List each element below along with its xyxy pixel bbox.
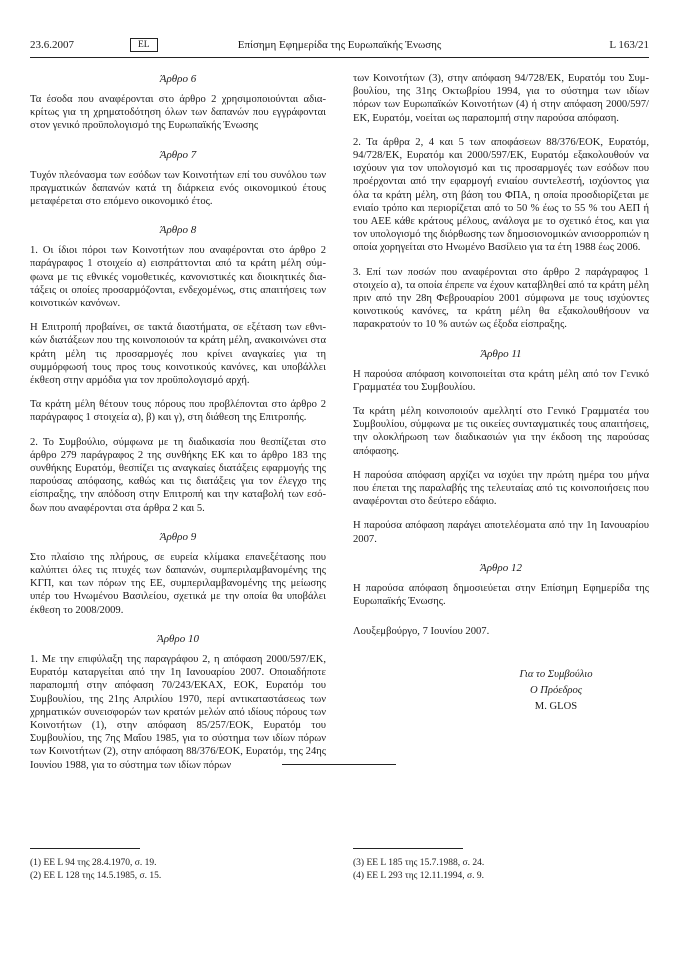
footnote-divider-left — [30, 848, 140, 849]
footnote-3: (3) ΕΕ L 185 της 15.7.1988, σ. 24. — [353, 858, 485, 868]
signature-name: M. GLOS — [534, 701, 578, 713]
right-column — [353, 72, 649, 715]
footnote-2: (2) ΕΕ L 128 της 14.5.1985, σ. 15. — [30, 871, 162, 881]
journal-title: Επίσημη Εφημερίδα της Ευρωπαϊκής Ένωσης — [237, 39, 442, 51]
article-8-title: Άρθρο 8 — [159, 224, 197, 237]
article-10-paragraph-1: 1. Με την επιφύλαξη της παραγράφου 2, η απόφαση 2000/597/ΕΚ, Ευρατόμ καταργείται από την 1η Ιανουαρίου 2007. Οποιαδήποτε παραπομπή στην απόφαση 70/243/ΕΚΑΧ, ΕΟΚ, Ευρατόμ του Συμβουλίου, της 21ης Απριλίου 1970, περί αντικαταστάσεως των χρηματικών συνεισφορών των κρατών μελών από ιδίους πόρους των Κοινοτήτων (1), στην απόφαση 85/257/ΕΟΚ, Ευρατόμ του Συμβουλίου, της 7ης Μαΐου 1985, για το σύστημα των ιδίων πόρων των Κοινοτήτων (2), στην απόφαση 88/376/ΕΟΚ, Ευρατόμ, της 24ης Ιουνίου 1988, για το σύστημα των ιδίων πόρων — [30, 653, 326, 771]
article-12-paragraph: Η παρούσα απόφαση δημοσιεύεται στην Επίσημη Εφημερίδα της Ευρωπαϊκής Ένωσης. — [353, 582, 649, 608]
article-10-paragraph-3: 3. Επί των ποσών που αναφέρονται στο άρθρο 2 παράγραφος 1 στοιχείο α), τα οποία έπρεπε να έχουν καταβληθεί από τα κράτη μέλη πριν από την 28η Φεβρουαρίου 2001 σύμφωνα με τους ισχύοντες κοινοτικούς κανόνες, τα κράτη μέλη θα εξακολουθήσουν να παρακρατούν το 10 % αυτών ως έξοδα είσπραξης. — [353, 266, 649, 331]
page-reference: L 163/21 — [609, 39, 649, 51]
page-header — [30, 37, 649, 58]
article-11-paragraph-1: Η παρούσα απόφαση κοινοποιείται στα κράτη μέλη από τον Γενικό Γραμματέα του Συμβουλίου. — [353, 368, 649, 393]
article-9-title: Άρθρο 9 — [159, 530, 197, 543]
end-divider — [282, 764, 396, 765]
footnote-divider-right — [353, 848, 463, 849]
article-7-paragraph: Τυχόν πλεόνασμα των εσόδων των Κοινοτήτων επί του συνόλου των πραγματικών δαπανών κατά τη διάρκεια ενός οικονομικού έτους μεταφέρεται στο επόμενο οικονομικό έτος. — [30, 169, 326, 208]
article-10-continuation: των Κοινοτήτων (3), στην απόφαση 94/728/ΕΚ, Ευρατόμ του Συμβουλίου, της 31ης Οκτωβρίου 1994, για το σύστημα των ιδίων πόρων των Ευρωπαϊκών Κοινοτήτων (4) ή στην απόφαση 2000/597/ΕΚ, Ευρατόμ, νοείται ως παραπομπή στην παρούσα απόφαση. — [353, 73, 649, 124]
article-10-title: Άρθρο 10 — [157, 632, 199, 645]
article-11-title: Άρθρο 11 — [480, 347, 522, 360]
signature-role: Ο Πρόεδρος — [529, 685, 583, 697]
language-badge: EL — [130, 38, 158, 52]
article-7-title: Άρθρο 7 — [159, 148, 197, 161]
article-8-paragraph-2: Η Επιτροπή προβαίνει, σε τακτά διαστήματα, σε εξέταση των εθνικών διατάξεων που της κοινοποιούν τα κράτη μέλη, ανακοινώνει στα κράτη μέλη τις προσαρμογές που κρίνει αναγκαίες για τη συμμόρφωσή τους προς τους κοινοτικούς κανόνες, και υποβάλλει έκθεση στην αρμόδια για τον προϋπολογισμό αρχή. — [30, 322, 326, 387]
article-8-paragraph-4: 2. Το Συμβούλιο, σύμφωνα με τη διαδικασία που θεσπίζεται στο άρθρο 279 παράγραφος 2 της συνθήκης ΕΚ και το άρθρο 183 της συνθήκης Ευρατόμ, θεσπίζει τις αναγκαίες διατάξεις εφαρμογής της παρούσας απόφασης, καθώς και τις διατάξεις για τον έλεγχο της είσπραξης, την απόδοση στην Επιτροπή και την καταβολή των εσόδων που αναφέρονται στα άρθρα 2 και 5. — [30, 436, 326, 514]
article-12-title: Άρθρο 12 — [480, 561, 522, 574]
article-11-paragraph-4: Η παρούσα απόφαση παράγει αποτελέσματα από την 1η Ιανουαρίου 2007. — [353, 520, 649, 545]
article-11-paragraph-2: Τα κράτη μέλη κοινοποιούν αμελλητί στο Γενικό Γραμματέα του Συμβουλίου, σύμφωνα με τις οικείες συνταγματικές τους απαιτήσεις, την ολοκλήρωση των διαδικασιών για την έκδοση της παρούσας απόφασης. — [353, 406, 649, 457]
place-and-date: Λουξεμβούργο, 7 Ιουνίου 2007. — [353, 626, 490, 638]
footnote-1: (1) ΕΕ L 94 της 28.4.1970, σ. 19. — [30, 858, 157, 868]
footnote-4: (4) ΕΕ L 293 της 12.11.1994, σ. 9. — [353, 871, 484, 881]
publication-date: 23.6.2007 — [30, 39, 74, 51]
article-6-title: Άρθρο 6 — [159, 73, 197, 85]
signature-block — [463, 667, 649, 715]
article-6-paragraph: Τα έσοδα που αναφέρονται στο άρθρο 2 χρησιμοποιούνται αδιακρίτως για τη χρηματοδότηση όλων των δαπανών που εγγράφονται στον γενικό προϋπολογισμό της Ευρωπαϊκής Ένωσης — [30, 94, 326, 132]
article-11-paragraph-3: Η παρούσα απόφαση αρχίζει να ισχύει την πρώτη ημέρα του μήνα που έπεται της παραλαβής της τελευταίας από τις κοινοποιήσεις που αναφέρονται στο δεύτερο εδάφιο. — [353, 469, 649, 508]
left-column — [30, 72, 326, 783]
article-8-paragraph-1: 1. Οι ίδιοι πόροι των Κοινοτήτων που αναφέρονται στο άρθρο 2 παράγραφος 1 στοιχείο α) εισπράττονται από τα κράτη μέλη σύμφωνα με τις εθνικές νομοθετικές, κανονιστικές και διοικητικές διατάξεις οι οποίες προσαρμόζονται, ενδεχομένως, στις απαιτήσεις των κοινοτικών κανόνων. — [30, 245, 326, 310]
article-8-paragraph-3: Τα κράτη μέλη θέτουν τους πόρους που προβλέπονται στο άρθρο 2 παράγραφος 1 στοιχεία α), β) και γ), στη διάθεση της Επιτροπής. — [30, 399, 326, 424]
article-10-paragraph-2: 2. Τα άρθρα 2, 4 και 5 των αποφάσεων 88/376/ΕΟΚ, Ευρατόμ, 94/728/ΕΚ, Ευρατόμ και 2000/597/ΕΚ, Ευρατόμ εξακολουθούν να ισχύουν για τον υπολογισμό και τις προσαρμογές των εσόδων που προέρχονται από την εφαρμογή ενιαίου συντελεστή, ισχύοντος για όλα τα κράτη μέλη, στη βάση του ΦΠΑ, η οποία προσδιορίζεται με ενιαίο τρόπο και περιορίζεται από το 50 % έως το 55 % του ΑΕΠ ή του ΑΕΕ κάθε κράτους μέλους, ανάλογα με το σχετικό έτος, και για τον υπολογισμό της διόρθωσης των δημοσιονομικών ανισορροπιών η οποία χορηγείται στο Ηνωμένο Βασίλειο για τα έτη 1988 έως 2006. — [353, 136, 649, 254]
article-9-paragraph: Στο πλαίσιο της πλήρους, σε ευρεία κλίμακα επανεξέτασης που καλύπτει όλες τις πτυχές των δαπανών, συμπεριλαμβανομένης της ΚΓΠ, και των πόρων της ΕΕ, συμπεριλαμβανομένης της μείωσης υπέρ του Ηνωμένου Βασιλείου, σχετικά με την οποία θα υποβάλει έκθεση το 2008/2009. — [30, 551, 326, 616]
signature-for: Για το Συμβούλιο — [519, 669, 593, 681]
